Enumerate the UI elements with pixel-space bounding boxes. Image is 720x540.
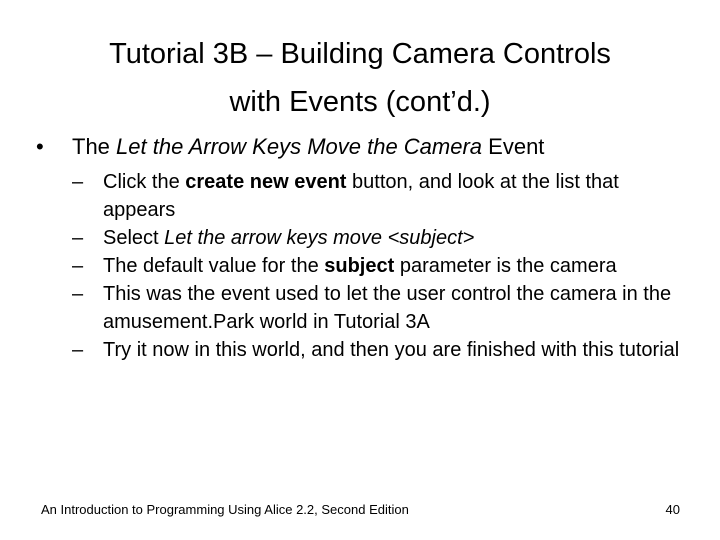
sub-bullet-previous-use — [72, 280, 692, 336]
sub-bullet-text: Try it now in this world, and then you are finished with this tutorial — [103, 339, 680, 361]
sub-bullet-create-event — [72, 168, 692, 224]
main-bullet-suffix: Event — [482, 134, 545, 159]
slide-title-line-2: with Events (cont’d.) — [229, 86, 491, 118]
dash-marker: – — [72, 171, 84, 193]
sub-bullet-text: parameter is the camera — [394, 255, 617, 277]
slide-title — [30, 30, 690, 126]
main-bullet-event-name: Let the Arrow Keys Move the Camera — [116, 134, 483, 159]
sub-bullet-italic: Let the arrow keys move <subject> — [164, 227, 475, 249]
bullet-marker: • — [36, 134, 44, 159]
sub-bullet-select-event — [72, 224, 692, 252]
sub-bullet-text: button, and look at the list that appears — [103, 171, 619, 221]
sub-bullet-text: Click the — [103, 171, 186, 193]
dash-marker: – — [72, 283, 84, 305]
dash-marker: – — [72, 339, 84, 361]
sub-bullet-bold: create new event — [185, 171, 347, 193]
dash-marker: – — [72, 255, 84, 277]
sub-bullet-text: The default value for the — [103, 255, 325, 277]
sub-bullet-text: Select — [103, 227, 165, 249]
sub-bullet-bold: subject — [324, 255, 395, 277]
slide-title-line-1: Tutorial 3B – Building Camera Controls — [109, 38, 611, 70]
main-bullet-prefix: The — [72, 134, 117, 159]
sub-bullet-try-it — [72, 336, 692, 364]
sub-bullet-default-value — [72, 252, 692, 280]
footer-book-title: An Introduction to Programming Using Alice 2.2, Second Edition — [41, 502, 409, 517]
sub-bullet-text: This was the event used to let the user control the camera in the amusement.Park world in Tutorial 3A — [103, 283, 672, 333]
main-bullet-text — [72, 130, 544, 164]
sub-bullet-list — [72, 168, 692, 364]
page-number: 40 — [665, 502, 680, 517]
dash-marker: – — [72, 227, 84, 249]
